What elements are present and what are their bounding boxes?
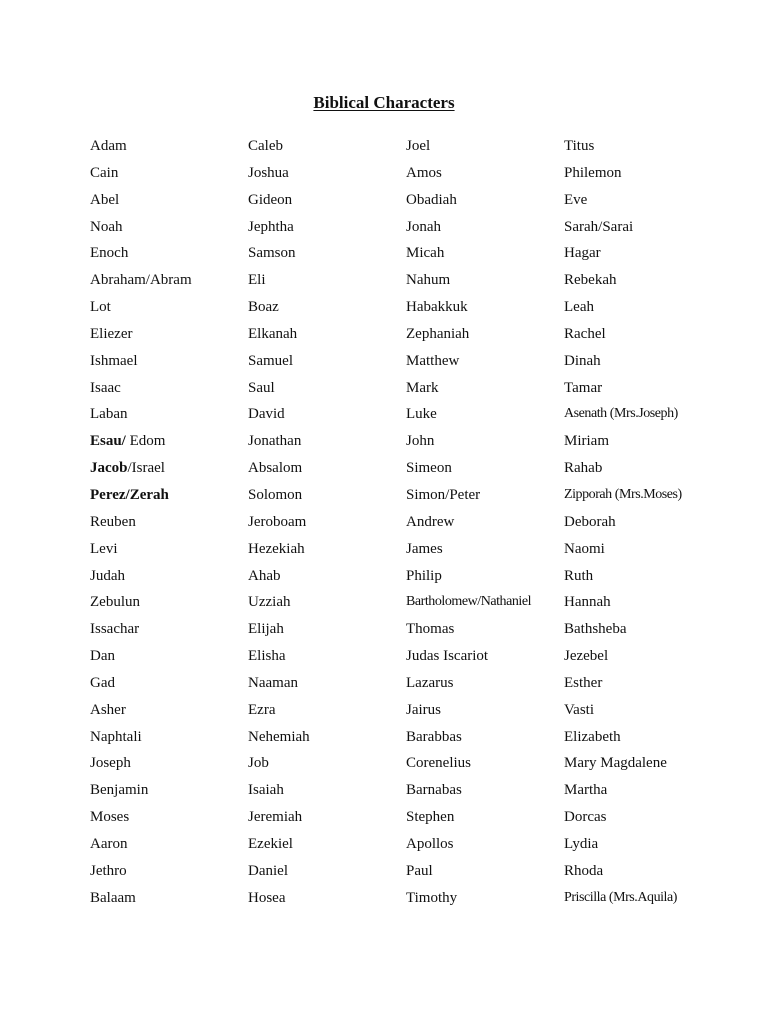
character-name (564, 378, 754, 405)
character-name-text: Lot (90, 299, 111, 316)
character-name (248, 351, 398, 378)
character-name (248, 888, 398, 915)
character-name-text: Isaac (90, 379, 121, 396)
character-name-text: Uzziah (248, 594, 291, 611)
character-name (406, 673, 561, 700)
character-name-text: Hosea (248, 889, 286, 906)
character-name (564, 780, 754, 807)
character-name-text: Isaiah (248, 782, 284, 799)
character-name-text: Aaron (90, 835, 128, 852)
character-name (406, 592, 561, 619)
character-name (564, 646, 754, 673)
character-name (90, 592, 240, 619)
character-name-text: Nahum (406, 272, 451, 289)
character-name (406, 351, 561, 378)
character-name-text: Simeon (406, 460, 452, 477)
character-name (406, 270, 561, 297)
character-name (248, 458, 398, 485)
character-name-text: Absalom (248, 460, 303, 477)
character-name-text: Habakkuk (406, 299, 468, 316)
names-column-3 (406, 136, 561, 914)
character-name (90, 243, 240, 270)
character-name-text: Samson (248, 245, 296, 262)
character-name-text: Abraham/Abram (90, 272, 192, 289)
character-name-text: Joshua (248, 164, 289, 181)
character-name-text: Hezekiah (248, 540, 305, 557)
character-name-text: Mark (406, 379, 439, 396)
character-name-text: Hannah (564, 594, 611, 611)
character-name-text: Adam (90, 138, 127, 154)
character-name (248, 297, 398, 324)
character-name-text: Luke (406, 406, 437, 423)
character-name-text: Andrew (406, 513, 455, 530)
character-name (564, 888, 754, 915)
character-name-text: Samuel (248, 352, 293, 369)
character-name (248, 700, 398, 727)
character-name-text: Issachar (90, 621, 140, 638)
character-name (406, 539, 561, 566)
character-name (564, 270, 754, 297)
character-name-text: Edom (125, 433, 166, 450)
character-name (90, 324, 240, 351)
character-name (564, 700, 754, 727)
character-name-text: Daniel (248, 862, 288, 879)
character-name-text: Simon/Peter (406, 486, 481, 503)
character-name (248, 861, 398, 888)
character-name (564, 512, 754, 539)
character-name-text: Miriam (564, 433, 609, 450)
character-name-text: Thomas (406, 621, 455, 638)
character-name-text: Apollos (406, 835, 454, 852)
character-name (406, 566, 561, 593)
character-name-text: Benjamin (90, 782, 149, 799)
character-name (248, 190, 398, 217)
character-name (406, 727, 561, 754)
character-name (406, 404, 561, 431)
character-name-text: Deborah (564, 513, 616, 530)
names-column-2 (248, 136, 398, 914)
names-column-4 (564, 136, 754, 914)
character-name (90, 297, 240, 324)
character-name-text: /Israel (127, 460, 165, 477)
character-name-text: Jethro (90, 862, 127, 879)
character-name (564, 324, 754, 351)
character-name (406, 458, 561, 485)
character-name-text: Rhoda (564, 862, 604, 879)
character-name-text: Philemon (564, 164, 622, 181)
character-name (90, 485, 240, 512)
character-name (90, 512, 240, 539)
character-name (90, 190, 240, 217)
character-name (564, 136, 754, 163)
character-name (564, 807, 754, 834)
character-name-text: Jonathan (248, 433, 302, 450)
character-name (90, 136, 240, 163)
character-name (248, 646, 398, 673)
character-name (90, 163, 240, 190)
character-name-text: Bathsheba (564, 621, 627, 638)
character-name (248, 727, 398, 754)
character-name (406, 861, 561, 888)
character-name (564, 404, 754, 431)
character-name (248, 807, 398, 834)
character-name (90, 458, 240, 485)
character-name-text: Elizabeth (564, 728, 621, 745)
character-name (248, 780, 398, 807)
character-name-text: Judah (90, 567, 125, 584)
character-name-text: Noah (90, 218, 123, 235)
character-name-text: Obadiah (406, 191, 457, 208)
character-name (90, 888, 240, 915)
character-name-text: Matthew (406, 352, 460, 369)
character-name-text: Lazarus (406, 674, 454, 691)
character-name-text: Ruth (564, 567, 594, 584)
character-name (248, 404, 398, 431)
character-name (248, 217, 398, 244)
character-name (564, 566, 754, 593)
character-name-text: Asenath (Mrs.Joseph) (564, 406, 678, 422)
character-name (564, 727, 754, 754)
character-name (564, 539, 754, 566)
character-name (90, 646, 240, 673)
character-name-text: Judas Iscariot (406, 648, 489, 665)
character-name-text: Leah (564, 299, 594, 316)
character-name-text: Philip (406, 567, 442, 584)
character-name (248, 485, 398, 512)
character-name-text: Lydia (564, 835, 599, 852)
character-name-text: Jairus (406, 701, 441, 718)
character-name (248, 512, 398, 539)
character-name-text: Ishmael (90, 352, 138, 369)
character-name (564, 673, 754, 700)
character-name (90, 753, 240, 780)
character-name (564, 297, 754, 324)
character-name-text: Laban (90, 406, 128, 423)
names-column-1 (90, 136, 240, 914)
character-name-text: James (406, 540, 443, 557)
character-name-text: Micah (406, 245, 445, 262)
character-name-text: Dan (90, 648, 115, 665)
character-name (90, 861, 240, 888)
character-name (90, 270, 240, 297)
character-name (564, 190, 754, 217)
character-name (564, 351, 754, 378)
character-name (406, 378, 561, 405)
character-name (90, 673, 240, 700)
character-name-text: Jeremiah (248, 809, 303, 826)
character-name-text: Balaam (90, 889, 136, 906)
character-name-text: Caleb (248, 138, 283, 154)
character-name (90, 619, 240, 646)
page-title (0, 92, 768, 114)
character-name (564, 861, 754, 888)
character-name (406, 700, 561, 727)
character-name-bold-part: Esau/ (90, 433, 126, 450)
character-name-text: Gideon (248, 191, 293, 208)
character-name (406, 217, 561, 244)
character-name-bold-part: Jacob (90, 460, 128, 477)
character-name (564, 217, 754, 244)
character-name (564, 619, 754, 646)
character-name (406, 512, 561, 539)
character-name-text: Naphtali (90, 728, 142, 745)
character-name-text: Esther (564, 674, 603, 691)
character-name (248, 834, 398, 861)
character-name-text: Eli (248, 272, 266, 289)
character-name-text: Levi (90, 540, 118, 557)
character-name (248, 270, 398, 297)
character-name (248, 619, 398, 646)
character-name-text: Enoch (90, 245, 129, 262)
character-name (406, 888, 561, 915)
character-name-text: Dinah (564, 352, 601, 369)
character-name (248, 378, 398, 405)
character-name (406, 780, 561, 807)
character-name-text: Barnabas (406, 782, 462, 799)
character-name-text: Solomon (248, 486, 303, 503)
character-name (406, 485, 561, 512)
character-name (90, 727, 240, 754)
character-name (406, 297, 561, 324)
character-name-text: Jeroboam (248, 513, 307, 530)
character-name (90, 807, 240, 834)
character-name-text: Jezebel (564, 648, 609, 665)
character-name-text: Dorcas (564, 809, 607, 826)
character-name (406, 834, 561, 861)
character-name (90, 431, 240, 458)
character-name-text: Eve (564, 191, 588, 208)
character-name-text: Bartholomew/Nathaniel (406, 594, 532, 610)
character-name-text: Zipporah (Mrs.Moses) (564, 486, 682, 502)
character-name (564, 592, 754, 619)
character-name (564, 243, 754, 270)
character-name-text: Barabbas (406, 728, 462, 745)
character-name-text: Tamar (564, 379, 603, 396)
character-name-text: Moses (90, 809, 130, 826)
character-name-text: Reuben (90, 513, 136, 530)
character-name-text: Jonah (406, 218, 441, 235)
character-name (248, 673, 398, 700)
character-name (406, 431, 561, 458)
character-name (248, 539, 398, 566)
character-name (406, 190, 561, 217)
character-name (90, 217, 240, 244)
character-name-text: Zebulun (90, 594, 140, 611)
character-name-text: Joseph (90, 755, 131, 772)
character-name (248, 431, 398, 458)
character-name (248, 163, 398, 190)
character-name-text: Eliezer (90, 325, 133, 342)
page-title-text: Biblical Characters (313, 93, 455, 112)
character-name-text: Joel (406, 138, 431, 154)
character-name (90, 834, 240, 861)
character-name (248, 753, 398, 780)
character-name-text: Nehemiah (248, 728, 310, 745)
character-name-text: Naomi (564, 540, 605, 557)
character-name (564, 458, 754, 485)
character-name (406, 619, 561, 646)
character-name-text: Paul (406, 862, 433, 879)
character-name (406, 163, 561, 190)
character-name-text: Priscilla (Mrs.Aquila) (564, 889, 677, 905)
character-name-text: Gad (90, 674, 115, 691)
character-name (248, 566, 398, 593)
character-name-text: Titus (564, 138, 595, 154)
character-name-text: Martha (564, 782, 608, 799)
character-name-text: Sarah/Sarai (564, 218, 634, 235)
character-name-text: Timothy (406, 889, 458, 906)
character-name-text: Jephtha (248, 218, 294, 235)
character-name (90, 378, 240, 405)
character-name (406, 753, 561, 780)
character-name-text: Elkanah (248, 325, 298, 342)
character-name (248, 243, 398, 270)
character-name-text: David (248, 406, 285, 423)
character-name-text: Elisha (248, 648, 286, 665)
character-name (564, 431, 754, 458)
character-name (248, 324, 398, 351)
character-name (564, 753, 754, 780)
character-name (406, 243, 561, 270)
character-name (406, 136, 561, 163)
character-name-text: Hagar (564, 245, 601, 262)
character-name-text: Ezekiel (248, 835, 293, 852)
character-name-text: Corenelius (406, 755, 471, 772)
character-name-text: Job (248, 755, 269, 772)
character-name-text: Elijah (248, 621, 284, 638)
character-name (564, 485, 754, 512)
character-name (90, 539, 240, 566)
character-name (90, 700, 240, 727)
character-name (406, 646, 561, 673)
character-name-text: Ezra (248, 701, 276, 718)
character-name-text: Mary Magdalene (564, 755, 667, 772)
character-name (248, 592, 398, 619)
character-name-text: Rebekah (564, 272, 617, 289)
character-name (406, 807, 561, 834)
character-name-text: Stephen (406, 809, 455, 826)
character-name-text: Vasti (564, 701, 594, 718)
character-name-bold-part: Perez/Zerah (90, 486, 169, 503)
character-name (248, 136, 398, 163)
character-name-text: Zephaniah (406, 325, 470, 342)
character-name-text: John (406, 433, 435, 450)
character-name-text: Boaz (248, 299, 279, 316)
character-name-text: Rahab (564, 460, 603, 477)
character-name (90, 351, 240, 378)
character-name-text: Asher (90, 701, 126, 718)
character-name-text: Saul (248, 379, 275, 396)
character-name-text: Cain (90, 164, 119, 181)
character-name (90, 404, 240, 431)
character-name (90, 566, 240, 593)
character-name-text: Naaman (248, 674, 298, 691)
character-name-text: Ahab (248, 567, 281, 584)
character-name (90, 780, 240, 807)
character-name (564, 834, 754, 861)
character-name-text: Amos (406, 164, 442, 181)
character-name (406, 324, 561, 351)
character-name-text: Rachel (564, 325, 606, 342)
character-name-text: Abel (90, 191, 120, 208)
character-name (564, 163, 754, 190)
